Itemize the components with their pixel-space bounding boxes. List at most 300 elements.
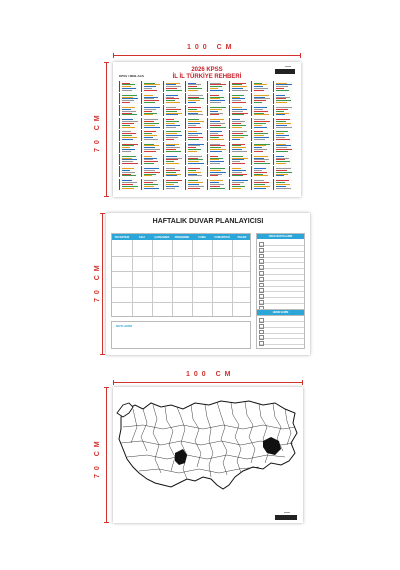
card-text-line bbox=[232, 109, 247, 110]
card-text-line bbox=[188, 186, 204, 187]
card-text-line bbox=[210, 172, 226, 173]
card-text-line bbox=[276, 90, 289, 91]
card-text-line bbox=[188, 121, 204, 122]
card-text-line bbox=[144, 83, 155, 84]
card-text-line bbox=[254, 119, 265, 120]
card-text-line bbox=[144, 107, 160, 108]
card-text-line bbox=[188, 107, 201, 108]
weekly-planner-poster bbox=[106, 213, 310, 355]
card-text-line bbox=[188, 90, 198, 91]
card-text-line bbox=[276, 184, 290, 185]
province-card bbox=[207, 118, 226, 129]
card-text-line bbox=[276, 83, 287, 84]
card-text-line bbox=[188, 168, 200, 169]
card-text-line bbox=[254, 135, 264, 136]
card-text-line bbox=[232, 156, 243, 157]
checklist-line bbox=[259, 253, 304, 258]
width-label-3: 100 CM bbox=[186, 371, 235, 378]
card-text-line bbox=[254, 127, 267, 128]
card-text-line bbox=[210, 83, 221, 84]
card-text-line bbox=[276, 161, 290, 162]
column-divider bbox=[232, 240, 233, 316]
card-text-line bbox=[166, 156, 177, 157]
card-text-line bbox=[232, 119, 240, 120]
card-text-line bbox=[122, 158, 132, 159]
card-text-line bbox=[188, 161, 199, 162]
card-text-line bbox=[166, 83, 180, 84]
card-text-line bbox=[210, 175, 218, 176]
card-text-line bbox=[166, 151, 181, 152]
card-text-line bbox=[232, 158, 248, 159]
card-text-line bbox=[144, 184, 158, 185]
card-text-line bbox=[254, 131, 263, 132]
card-text-line bbox=[166, 172, 176, 173]
card-text-line bbox=[188, 83, 196, 84]
card-text-line bbox=[144, 90, 157, 91]
province-card bbox=[207, 179, 226, 190]
card-text-line bbox=[276, 86, 288, 87]
card-text-line bbox=[144, 113, 157, 114]
card-text-line bbox=[188, 139, 199, 140]
card-text-line bbox=[122, 95, 137, 96]
province-card bbox=[207, 93, 226, 104]
card-text-line bbox=[254, 180, 264, 181]
card-text-line bbox=[122, 100, 134, 101]
card-text-line bbox=[144, 139, 158, 140]
card-text-line bbox=[210, 125, 221, 126]
card-text-line bbox=[122, 107, 135, 108]
card-text-line bbox=[232, 184, 240, 185]
card-text-line bbox=[166, 159, 178, 160]
card-text-line bbox=[122, 161, 133, 162]
card-text-line bbox=[276, 149, 292, 150]
checklist-line bbox=[259, 270, 304, 275]
card-text-line bbox=[232, 123, 241, 124]
guide-title bbox=[171, 67, 243, 80]
province-card bbox=[273, 93, 292, 104]
province-card bbox=[141, 81, 160, 92]
province-card bbox=[229, 118, 248, 129]
card-text-line bbox=[276, 151, 288, 152]
province-card bbox=[141, 154, 160, 165]
card-text-line bbox=[254, 97, 265, 98]
card-text-line bbox=[232, 84, 242, 85]
card-text-line bbox=[232, 175, 243, 176]
card-text-line bbox=[254, 144, 270, 145]
card-text-line bbox=[276, 158, 289, 159]
card-text-line bbox=[144, 114, 153, 115]
province-card bbox=[185, 179, 204, 190]
card-text-line bbox=[122, 84, 135, 85]
card-text-line bbox=[232, 149, 242, 150]
card-text-line bbox=[210, 168, 225, 169]
card-text-line bbox=[166, 184, 174, 185]
card-text-line bbox=[254, 158, 264, 159]
province-card bbox=[141, 179, 160, 190]
card-text-line bbox=[188, 144, 204, 145]
province-card bbox=[163, 105, 182, 116]
card-text-line bbox=[276, 111, 284, 112]
card-text-line bbox=[276, 137, 285, 138]
card-text-line bbox=[254, 174, 263, 175]
province-card bbox=[119, 93, 138, 104]
map-brand-logo-icon bbox=[275, 515, 297, 520]
brand-logo-icon-top: ▬▬▬ bbox=[285, 66, 291, 68]
notes-label: NOTLARIM bbox=[116, 324, 132, 328]
card-text-line bbox=[254, 125, 262, 126]
province-card bbox=[141, 166, 160, 177]
card-text-line bbox=[276, 107, 292, 108]
card-text-line bbox=[144, 86, 156, 87]
province-card bbox=[119, 118, 138, 129]
province-card bbox=[141, 130, 160, 141]
card-text-line bbox=[144, 98, 154, 99]
province-card bbox=[273, 118, 292, 129]
card-text-line bbox=[232, 90, 248, 91]
card-text-line bbox=[122, 180, 132, 181]
card-text-line bbox=[144, 188, 159, 189]
card-text-line bbox=[188, 98, 204, 99]
card-text-line bbox=[144, 158, 157, 159]
card-text-line bbox=[254, 133, 268, 134]
card-text-line bbox=[188, 131, 197, 132]
card-text-line bbox=[210, 180, 223, 181]
column-divider bbox=[152, 240, 153, 316]
column-divider bbox=[132, 240, 133, 316]
card-text-line bbox=[144, 119, 158, 120]
card-text-line bbox=[210, 149, 226, 150]
province-card bbox=[229, 166, 248, 177]
card-text-line bbox=[166, 95, 178, 96]
card-text-line bbox=[144, 135, 157, 136]
checklist-line bbox=[259, 258, 304, 263]
width-tick-right-3 bbox=[302, 380, 303, 385]
card-text-line bbox=[254, 86, 263, 87]
card-text-line bbox=[188, 182, 203, 183]
province-card bbox=[207, 105, 226, 116]
card-text-line bbox=[122, 147, 130, 148]
card-text-line bbox=[210, 161, 224, 162]
card-text-line bbox=[276, 186, 286, 187]
card-text-line bbox=[232, 86, 247, 87]
card-text-line bbox=[232, 151, 247, 152]
card-text-line bbox=[232, 88, 243, 89]
card-text-line bbox=[254, 159, 269, 160]
province-card bbox=[163, 166, 182, 177]
card-text-line bbox=[122, 174, 131, 175]
card-text-line bbox=[276, 98, 286, 99]
turkey-provinces-map-icon bbox=[113, 387, 303, 523]
province-card bbox=[273, 179, 292, 190]
province-card bbox=[251, 81, 270, 92]
province-card bbox=[273, 166, 292, 177]
card-text-line bbox=[144, 102, 155, 103]
card-text-line bbox=[210, 156, 218, 157]
row-divider bbox=[112, 287, 250, 288]
province-card bbox=[251, 105, 270, 116]
card-text-line bbox=[122, 109, 131, 110]
card-text-line bbox=[254, 90, 264, 91]
card-text-line bbox=[210, 170, 221, 171]
card-text-line bbox=[188, 175, 202, 176]
card-text-line bbox=[144, 186, 154, 187]
card-text-line bbox=[254, 186, 270, 187]
checklist-line bbox=[259, 329, 304, 334]
height-label: 70 CM bbox=[94, 111, 101, 152]
card-text-line bbox=[144, 144, 154, 145]
card-text-line bbox=[166, 180, 182, 181]
weekday-header-2: SALI bbox=[139, 235, 145, 239]
card-text-line bbox=[166, 123, 175, 124]
card-text-line bbox=[122, 125, 130, 126]
province-card bbox=[185, 130, 204, 141]
province-card bbox=[119, 105, 138, 116]
card-text-line bbox=[210, 158, 223, 159]
card-text-line bbox=[188, 125, 196, 126]
card-text-line bbox=[254, 145, 266, 146]
card-text-line bbox=[254, 172, 267, 173]
card-text-line bbox=[122, 127, 135, 128]
card-text-line bbox=[232, 182, 244, 183]
province-card bbox=[163, 179, 182, 190]
card-text-line bbox=[276, 145, 291, 146]
card-text-line bbox=[122, 170, 130, 171]
province-card bbox=[251, 142, 270, 153]
province-card bbox=[119, 166, 138, 177]
card-text-line bbox=[122, 144, 138, 145]
card-text-line bbox=[232, 97, 240, 98]
turkey-map-poster bbox=[113, 387, 303, 523]
card-text-line bbox=[276, 147, 287, 148]
card-text-line bbox=[254, 84, 267, 85]
province-card bbox=[119, 179, 138, 190]
weekday-header-6: CUMARTESİ bbox=[214, 235, 230, 239]
card-text-line bbox=[232, 145, 241, 146]
card-text-line bbox=[210, 121, 220, 122]
card-text-line bbox=[276, 97, 290, 98]
card-text-line bbox=[144, 97, 158, 98]
card-text-line bbox=[144, 109, 156, 110]
card-text-line bbox=[210, 135, 223, 136]
card-text-line bbox=[210, 137, 219, 138]
province-card bbox=[251, 93, 270, 104]
checklist-line bbox=[259, 264, 304, 269]
card-text-line bbox=[188, 147, 196, 148]
card-text-line bbox=[276, 159, 285, 160]
card-text-line bbox=[166, 84, 176, 85]
card-text-line bbox=[166, 161, 174, 162]
weekday-header-4: PERŞEMBE bbox=[174, 235, 190, 239]
card-text-line bbox=[188, 123, 200, 124]
card-text-line bbox=[254, 139, 265, 140]
card-text-line bbox=[210, 139, 224, 140]
card-text-line bbox=[122, 83, 130, 84]
checklist-line bbox=[259, 241, 304, 246]
height-line bbox=[106, 62, 107, 197]
card-text-line bbox=[144, 170, 155, 171]
height-tick-bottom-2 bbox=[100, 354, 105, 355]
card-text-line bbox=[276, 174, 288, 175]
map-brand-logo-icon-top: ▬▬▬ bbox=[284, 512, 290, 514]
planner-subtitle-decoration: · · · · · · · · · · bbox=[181, 227, 235, 230]
card-text-line bbox=[276, 156, 284, 157]
province-card bbox=[273, 130, 292, 141]
card-text-line bbox=[254, 163, 270, 164]
row-divider bbox=[112, 302, 250, 303]
card-text-line bbox=[210, 174, 222, 175]
width-line bbox=[113, 55, 301, 56]
height-label-2: 70 CM bbox=[94, 261, 101, 302]
card-text-line bbox=[122, 97, 133, 98]
card-text-line bbox=[166, 139, 174, 140]
card-text-line bbox=[166, 137, 178, 138]
card-text-line bbox=[188, 159, 203, 160]
card-text-line bbox=[122, 156, 136, 157]
card-text-line bbox=[122, 145, 134, 146]
card-text-line bbox=[232, 98, 245, 99]
column-divider bbox=[192, 240, 193, 316]
province-card bbox=[119, 81, 138, 92]
checklist-line bbox=[259, 299, 304, 304]
card-text-line bbox=[232, 186, 245, 187]
card-text-line bbox=[166, 175, 177, 176]
guide-subtitle: KPSS / MEB-AGS bbox=[119, 74, 144, 78]
card-text-line bbox=[210, 107, 226, 108]
card-text-line bbox=[122, 137, 137, 138]
column-divider bbox=[212, 240, 213, 316]
card-text-line bbox=[276, 84, 292, 85]
card-text-line bbox=[276, 119, 290, 120]
card-text-line bbox=[188, 86, 197, 87]
province-card bbox=[251, 130, 270, 141]
card-text-line bbox=[166, 109, 181, 110]
checklist-line bbox=[259, 317, 304, 322]
card-text-line bbox=[188, 170, 196, 171]
card-text-line bbox=[210, 145, 225, 146]
province-card bbox=[185, 105, 204, 116]
card-text-line bbox=[232, 121, 245, 122]
card-text-line bbox=[122, 188, 134, 189]
card-text-line bbox=[166, 188, 175, 189]
card-text-line bbox=[166, 98, 179, 99]
province-card bbox=[185, 93, 204, 104]
card-text-line bbox=[122, 135, 132, 136]
card-text-line bbox=[122, 121, 138, 122]
weekday-header-3: ÇARŞAMBA bbox=[154, 235, 170, 239]
card-text-line bbox=[188, 95, 203, 96]
card-text-line bbox=[276, 175, 284, 176]
card-text-line bbox=[144, 172, 160, 173]
province-card bbox=[251, 179, 270, 190]
card-text-line bbox=[254, 95, 269, 96]
card-text-line bbox=[144, 88, 152, 89]
province-card bbox=[119, 142, 138, 153]
province-card bbox=[163, 142, 182, 153]
brand-logo-icon bbox=[275, 69, 295, 74]
weekday-header-1: PAZARTESİ bbox=[114, 235, 130, 239]
card-text-line bbox=[210, 147, 221, 148]
card-text-line bbox=[166, 125, 180, 126]
card-text-line bbox=[122, 139, 133, 140]
checklist-line bbox=[259, 247, 304, 252]
card-text-line bbox=[166, 114, 178, 115]
card-text-line bbox=[254, 168, 266, 169]
checklist-line bbox=[259, 334, 304, 339]
card-text-line bbox=[232, 159, 244, 160]
card-text-line bbox=[122, 98, 138, 99]
card-text-line bbox=[254, 107, 267, 108]
card-text-line bbox=[188, 113, 198, 114]
card-text-line bbox=[210, 144, 220, 145]
card-text-line bbox=[276, 144, 286, 145]
card-text-line bbox=[210, 163, 220, 164]
card-text-line bbox=[122, 175, 136, 176]
checklist-line bbox=[259, 340, 304, 345]
card-text-line bbox=[276, 133, 284, 134]
card-text-line bbox=[210, 95, 219, 96]
province-card bbox=[273, 81, 292, 92]
card-text-line bbox=[188, 158, 198, 159]
card-text-line bbox=[254, 188, 266, 189]
province-card bbox=[273, 142, 292, 153]
card-text-line bbox=[122, 102, 130, 103]
card-text-line bbox=[276, 135, 289, 136]
card-text-line bbox=[144, 133, 152, 134]
card-text-line bbox=[144, 180, 157, 181]
card-text-line bbox=[232, 174, 247, 175]
card-text-line bbox=[254, 184, 265, 185]
card-text-line bbox=[188, 184, 199, 185]
weekday-header-row bbox=[112, 234, 250, 240]
card-text-line bbox=[188, 127, 201, 128]
card-text-line bbox=[254, 161, 265, 162]
column-divider bbox=[172, 240, 173, 316]
card-text-line bbox=[254, 113, 264, 114]
card-text-line bbox=[188, 163, 204, 164]
card-text-line bbox=[166, 119, 174, 120]
card-text-line bbox=[254, 83, 262, 84]
card-text-line bbox=[166, 186, 179, 187]
card-text-line bbox=[254, 151, 263, 152]
province-card bbox=[141, 105, 160, 116]
card-text-line bbox=[122, 184, 133, 185]
card-text-line bbox=[232, 127, 242, 128]
checklist-line bbox=[259, 293, 304, 298]
card-text-line bbox=[254, 170, 262, 171]
width-tick-right bbox=[300, 53, 301, 58]
province-card bbox=[119, 154, 138, 165]
card-text-line bbox=[254, 123, 266, 124]
card-text-line bbox=[122, 133, 136, 134]
card-text-line bbox=[144, 125, 155, 126]
card-text-line bbox=[188, 114, 203, 115]
card-text-line bbox=[144, 159, 153, 160]
card-text-line bbox=[188, 88, 202, 89]
width-tick-left bbox=[113, 53, 114, 58]
province-card bbox=[251, 154, 270, 165]
province-card bbox=[141, 118, 160, 129]
card-text-line bbox=[254, 114, 269, 115]
card-text-line bbox=[232, 188, 241, 189]
card-text-line bbox=[210, 188, 225, 189]
card-text-line bbox=[122, 88, 136, 89]
card-text-line bbox=[232, 102, 246, 103]
height-tick-top bbox=[104, 62, 109, 63]
province-card bbox=[207, 81, 226, 92]
card-text-line bbox=[210, 131, 222, 132]
province-card bbox=[185, 118, 204, 129]
checklist-line bbox=[259, 282, 304, 287]
